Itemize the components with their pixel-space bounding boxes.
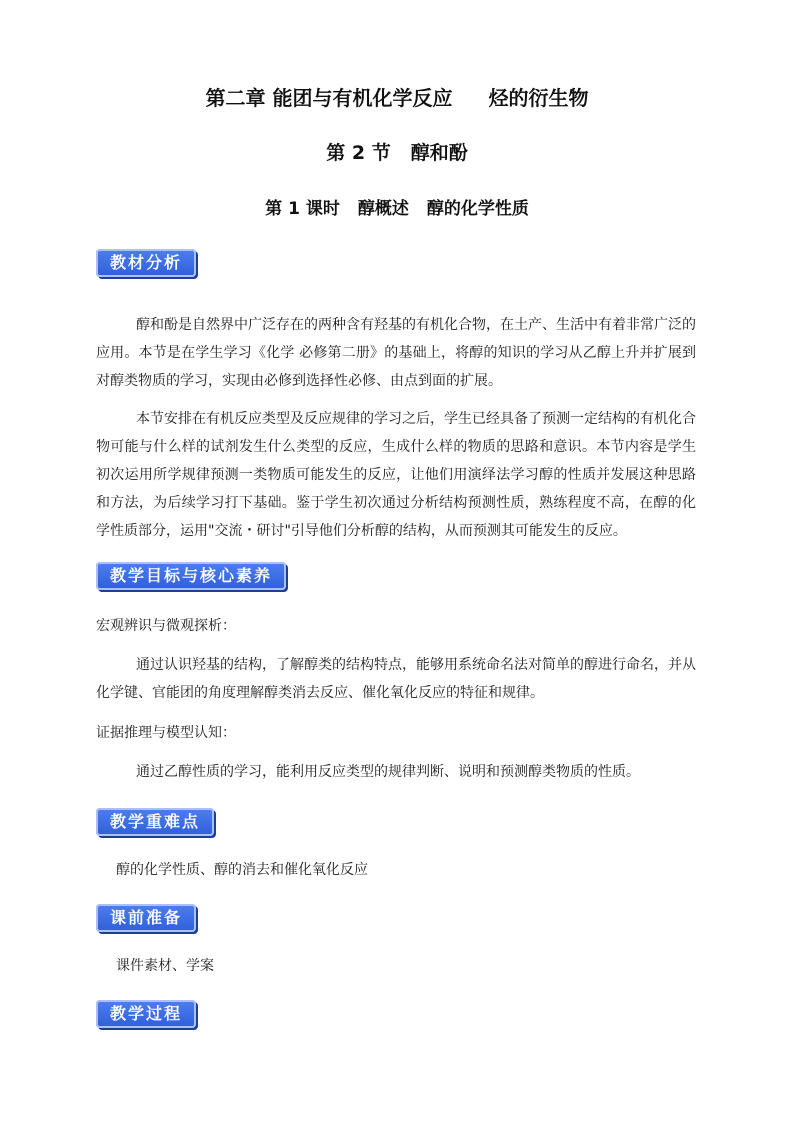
goals-heading-2: 证据推理与模型认知： bbox=[96, 725, 236, 741]
section-number: 第 2 节 bbox=[326, 142, 391, 164]
analysis-paragraph-2: 本节安排在有机反应类型及反应规律的学习之后，学生已经具备了预测一定结构的有机化合物可能与什么样的试剂发生什么类型的反应，生成什么样的物质的思路和意识。本节内容是学生初次运用所学规律预测一类物质可能发生的反应，让他们用演绎法学习醇的性质并发展这种思路和方法，为后续学习打下基础。鉴于学生初次通过分析结构预测性质，熟练程度不高，在醇的化学性质部分，运用"交流・研讨"引导他们分析醇的结构，从而预测其可能发生的反应。 bbox=[96, 411, 696, 539]
lesson-number: 第 1 课时 bbox=[265, 199, 340, 219]
preparation-text: 课件素材、学案 bbox=[116, 958, 214, 974]
chapter-title bbox=[0, 82, 794, 111]
lesson-title bbox=[0, 194, 794, 219]
goals-paragraph-1: 通过认识羟基的结构，了解醇类的结构特点，能够用系统命名法对简单的醇进行命名，并从化学键、官能团的角度理解醇类消去反应、催化氧化反应的特征和规律。 bbox=[96, 657, 696, 701]
goals-heading-1: 宏观辨识与微观探析： bbox=[96, 618, 236, 634]
goals-badge: 教学目标与核心素养 bbox=[96, 562, 286, 590]
chapter-subtitle: 烃的衍生物 bbox=[488, 86, 589, 110]
analysis-paragraph-1: 醇和酚是自然界中广泛存在的两种含有羟基的有机化合物，在土产、生活中有着非常广泛的应用。本节是在学生学习《化学 必修第二册》的基础上，将醇的知识的学习从乙醇上升并扩展到对醇类物质的学习，实现由必修到选择性必修、由点到面的扩展。 bbox=[96, 317, 696, 389]
lesson-topic-2: 醇的化学性质 bbox=[426, 199, 529, 219]
preparation-badge: 课前准备 bbox=[96, 904, 196, 932]
difficulty-text: 醇的化学性质、醇的消去和催化氧化反应 bbox=[116, 862, 368, 878]
difficulty-badge: 教学重难点 bbox=[96, 808, 214, 836]
analysis-badge: 教材分析 bbox=[96, 249, 196, 277]
goals-paragraph-2: 通过乙醇性质的学习，能利用反应类型的规律判断、说明和预测醇类物质的性质。 bbox=[136, 764, 640, 780]
lesson-topic-1: 醇概述 bbox=[357, 199, 409, 219]
section-title bbox=[0, 138, 794, 165]
chapter-main-title: 第二章 能团与有机化学反应 bbox=[205, 86, 453, 110]
process-badge: 教学过程 bbox=[96, 1000, 196, 1028]
section-name: 醇和酚 bbox=[410, 142, 468, 164]
